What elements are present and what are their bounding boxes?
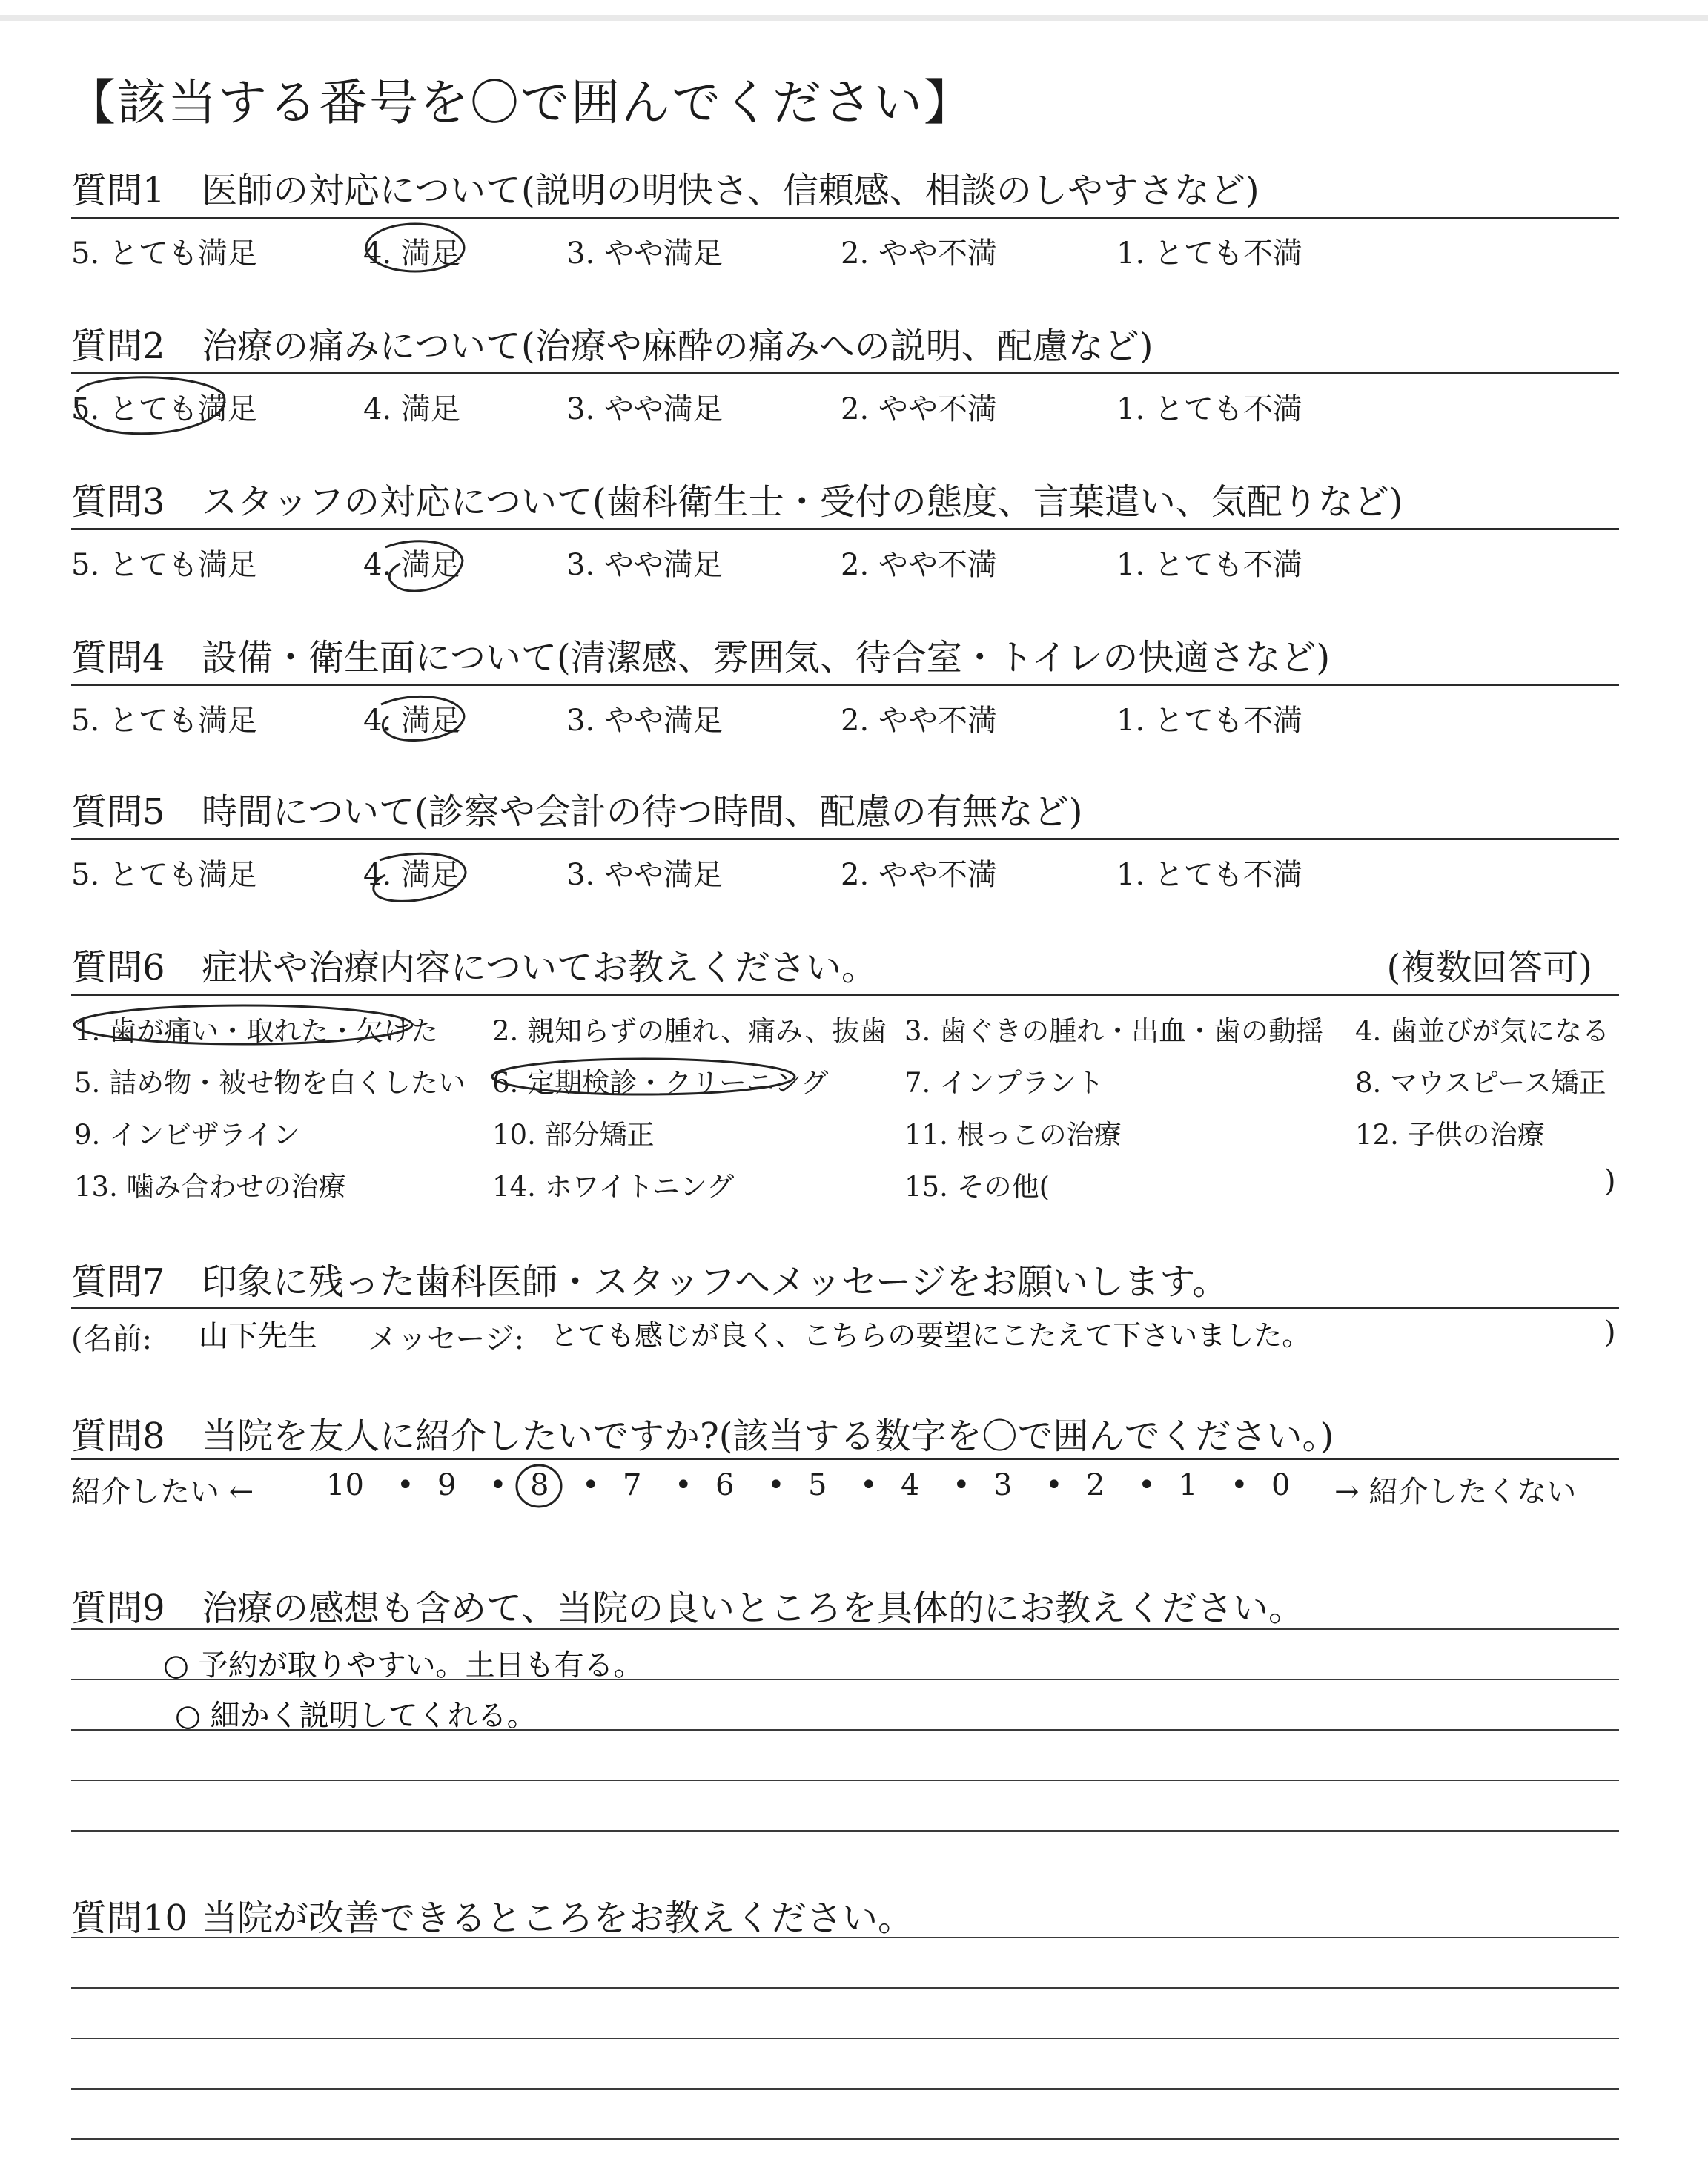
- scale-dot: •: [489, 1468, 507, 1502]
- q6-option-9[interactable]: 9. インビザライン: [74, 1119, 300, 1151]
- answer-line: [71, 2038, 1619, 2039]
- q6-option-4[interactable]: 4. 歯並びが気になる: [1355, 1015, 1610, 1047]
- q6-option-6[interactable]: 6. 定期検診・クリーニング: [492, 1067, 829, 1099]
- scale-8[interactable]: 8: [530, 1468, 549, 1502]
- question-text: 医師の対応について(説明の明快さ、信頼感、相談のしやすさなど): [202, 170, 1260, 211]
- scale-2[interactable]: 2: [1086, 1468, 1105, 1502]
- q4-option-3[interactable]: 3. やや満足: [566, 704, 723, 738]
- question-text: 治療の感想も含めて、当院の良いところを具体的にお教えください。: [202, 1588, 1305, 1629]
- question-rule: [71, 1307, 1619, 1309]
- q5-option-5[interactable]: 5. とても満足: [71, 858, 257, 892]
- q6-option-7[interactable]: 7. インプラント: [904, 1067, 1105, 1099]
- question-text: 印象に残った歯科医師・スタッフへメッセージをお願いします。: [202, 1261, 1228, 1303]
- question-1-heading: [71, 162, 1260, 213]
- message-label: メッセージ:: [368, 1322, 525, 1356]
- name-label: (名前:: [71, 1322, 153, 1356]
- scale-dot: •: [1231, 1468, 1248, 1502]
- question-number: 質問4: [71, 637, 165, 678]
- q6-option-8[interactable]: 8. マウスピース矯正: [1355, 1067, 1606, 1099]
- scale-5[interactable]: 5: [808, 1468, 827, 1502]
- question-number: 質問7: [71, 1261, 165, 1303]
- question-text: 当院が改善できるところをお教えください。: [202, 1898, 914, 1939]
- scale-dot: •: [860, 1468, 878, 1502]
- answer-line: [71, 1987, 1619, 1989]
- q1-option-4[interactable]: 4. 満足: [363, 237, 460, 271]
- scale-3[interactable]: 3: [993, 1468, 1013, 1502]
- q6-option-14[interactable]: 14. ホワイトニング: [492, 1171, 735, 1203]
- q2-option-3[interactable]: 3. やや満足: [566, 392, 723, 426]
- question-rule: [71, 684, 1619, 686]
- question-number: 質問3: [71, 481, 165, 523]
- q3-option-1[interactable]: 1. とても不満: [1116, 548, 1302, 582]
- question-number: 質問10: [71, 1898, 188, 1939]
- question-text: 時間について(診察や会計の待つ時間、配慮の有無など): [202, 791, 1083, 833]
- question-text: 治療の痛みについて(治療や麻酔の痛みへの説明、配慮など): [202, 326, 1153, 367]
- question-rule: [71, 372, 1619, 374]
- message-close-paren: ): [1604, 1315, 1616, 1350]
- question-8-heading: [71, 1407, 1334, 1459]
- q1-option-1[interactable]: 1. とても不満: [1116, 237, 1302, 271]
- question-number: 質問5: [71, 791, 165, 833]
- question-text: スタッフの対応について(歯科衛生士・受付の態度、言葉遣い、気配りなど): [202, 481, 1403, 523]
- question-3-heading: [71, 473, 1403, 524]
- q9-answer-2[interactable]: ○ 細かく説明してくれる。: [175, 1699, 537, 1733]
- q5-option-3[interactable]: 3. やや満足: [566, 858, 723, 892]
- scale-9[interactable]: 9: [437, 1468, 457, 1502]
- q1-option-5[interactable]: 5. とても満足: [71, 237, 257, 271]
- q3-option-4[interactable]: 4. 満足: [363, 548, 460, 582]
- q6-option-5[interactable]: 5. 詰め物・被せ物を白くしたい: [74, 1067, 466, 1099]
- q2-option-5[interactable]: 5. とても満足: [71, 392, 257, 426]
- scale-dot: •: [767, 1468, 785, 1502]
- answer-line: [71, 1679, 1619, 1680]
- question-number: 質問6: [71, 947, 165, 988]
- scale-1[interactable]: 1: [1179, 1468, 1198, 1502]
- q1-option-3[interactable]: 3. やや満足: [566, 237, 723, 271]
- question-7-heading: [71, 1253, 1228, 1304]
- question-rule: [71, 838, 1619, 840]
- q3-option-5[interactable]: 5. とても満足: [71, 548, 257, 582]
- answer-line: [71, 1628, 1619, 1630]
- q5-option-2[interactable]: 2. やや不満: [841, 858, 997, 892]
- scale-7[interactable]: 7: [623, 1468, 642, 1502]
- scale-10[interactable]: 10: [326, 1468, 364, 1502]
- scale-dot: •: [582, 1468, 600, 1502]
- question-number: 質問1: [71, 170, 165, 211]
- scale-6[interactable]: 6: [715, 1468, 735, 1502]
- question-10-heading: [71, 1889, 913, 1941]
- q6-option-12[interactable]: 12. 子供の治療: [1355, 1119, 1545, 1151]
- q6-option-10[interactable]: 10. 部分矯正: [492, 1119, 655, 1151]
- q6-option-2[interactable]: 2. 親知らずの腫れ、痛み、抜歯: [492, 1015, 887, 1047]
- question-rule: [71, 528, 1619, 530]
- scale-dot: •: [675, 1468, 692, 1502]
- answer-line: [71, 1937, 1619, 1938]
- q6-option-1[interactable]: 1. 歯が痛い・取れた・欠けた: [74, 1015, 439, 1047]
- question-9-heading: [71, 1579, 1304, 1631]
- q2-option-2[interactable]: 2. やや不満: [841, 392, 997, 426]
- scale-dot: •: [1138, 1468, 1156, 1502]
- q6-option-15[interactable]: 15. その他(: [904, 1171, 1050, 1203]
- answer-line: [71, 2088, 1619, 2090]
- q5-option-4[interactable]: 4. 満足: [363, 858, 460, 892]
- question-text: 設備・衛生面について(清潔感、雰囲気、待合室・トイレの快適さなど): [202, 637, 1331, 678]
- answer-line: [71, 1830, 1619, 1832]
- q5-option-1[interactable]: 1. とても不満: [1116, 858, 1302, 892]
- scale-dot: •: [953, 1468, 970, 1502]
- multiple-answer-note: (複数回答可): [1386, 947, 1592, 988]
- q9-answer-1[interactable]: ○ 予約が取りやすい。土日も有る。: [163, 1648, 643, 1682]
- scale-4[interactable]: 4: [901, 1468, 920, 1502]
- q4-option-2[interactable]: 2. やや不満: [841, 704, 997, 738]
- question-2-heading: [71, 317, 1153, 369]
- answer-line: [71, 1729, 1619, 1731]
- message-value[interactable]: とても感じが良く、こちらの要望にこたえて下さいました。: [550, 1319, 1311, 1352]
- other-close-paren: ): [1604, 1164, 1616, 1198]
- scale-dot: •: [1045, 1468, 1063, 1502]
- q6-option-13[interactable]: 13. 噛み合わせの治療: [74, 1171, 346, 1203]
- name-value[interactable]: 山下先生: [199, 1319, 317, 1353]
- question-6-heading: [71, 939, 877, 990]
- q4-option-5[interactable]: 5. とても満足: [71, 704, 257, 738]
- scan-edge: [0, 15, 1708, 21]
- question-5-heading: [71, 783, 1083, 834]
- q1-option-2[interactable]: 2. やや不満: [841, 237, 997, 271]
- q2-option-1[interactable]: 1. とても不満: [1116, 392, 1302, 426]
- q3-option-2[interactable]: 2. やや不満: [841, 548, 997, 582]
- q2-option-4[interactable]: 4. 満足: [363, 392, 460, 426]
- question-number: 質問8: [71, 1416, 165, 1457]
- question-number: 質問2: [71, 326, 165, 367]
- q4-option-1[interactable]: 1. とても不満: [1116, 704, 1302, 738]
- q6-option-3[interactable]: 3. 歯ぐきの腫れ・出血・歯の動揺: [904, 1015, 1324, 1047]
- q4-option-4[interactable]: 4. 満足: [363, 704, 460, 738]
- question-text: 症状や治療内容についてお教えください。: [202, 947, 878, 988]
- recommend-left-label: 紹介したい ←: [71, 1475, 254, 1509]
- recommend-right-label: → 紹介したくない: [1334, 1475, 1577, 1509]
- question-text: 当院を友人に紹介したいですか?(該当する数字を〇で囲んでください。): [202, 1416, 1334, 1457]
- answer-line: [71, 1780, 1619, 1781]
- scale-dot: •: [397, 1468, 414, 1502]
- question-rule: [71, 994, 1619, 996]
- q3-option-3[interactable]: 3. やや満足: [566, 548, 723, 582]
- q6-option-11[interactable]: 11. 根っこの治療: [904, 1119, 1122, 1151]
- page-title: 【該当する番号を〇で囲んでください】: [67, 74, 974, 131]
- question-4-heading: [71, 629, 1330, 680]
- question-number: 質問9: [71, 1588, 165, 1629]
- question-rule: [71, 217, 1619, 219]
- scale-0[interactable]: 0: [1271, 1468, 1291, 1502]
- answer-line: [71, 2138, 1619, 2140]
- question-rule: [71, 1458, 1619, 1460]
